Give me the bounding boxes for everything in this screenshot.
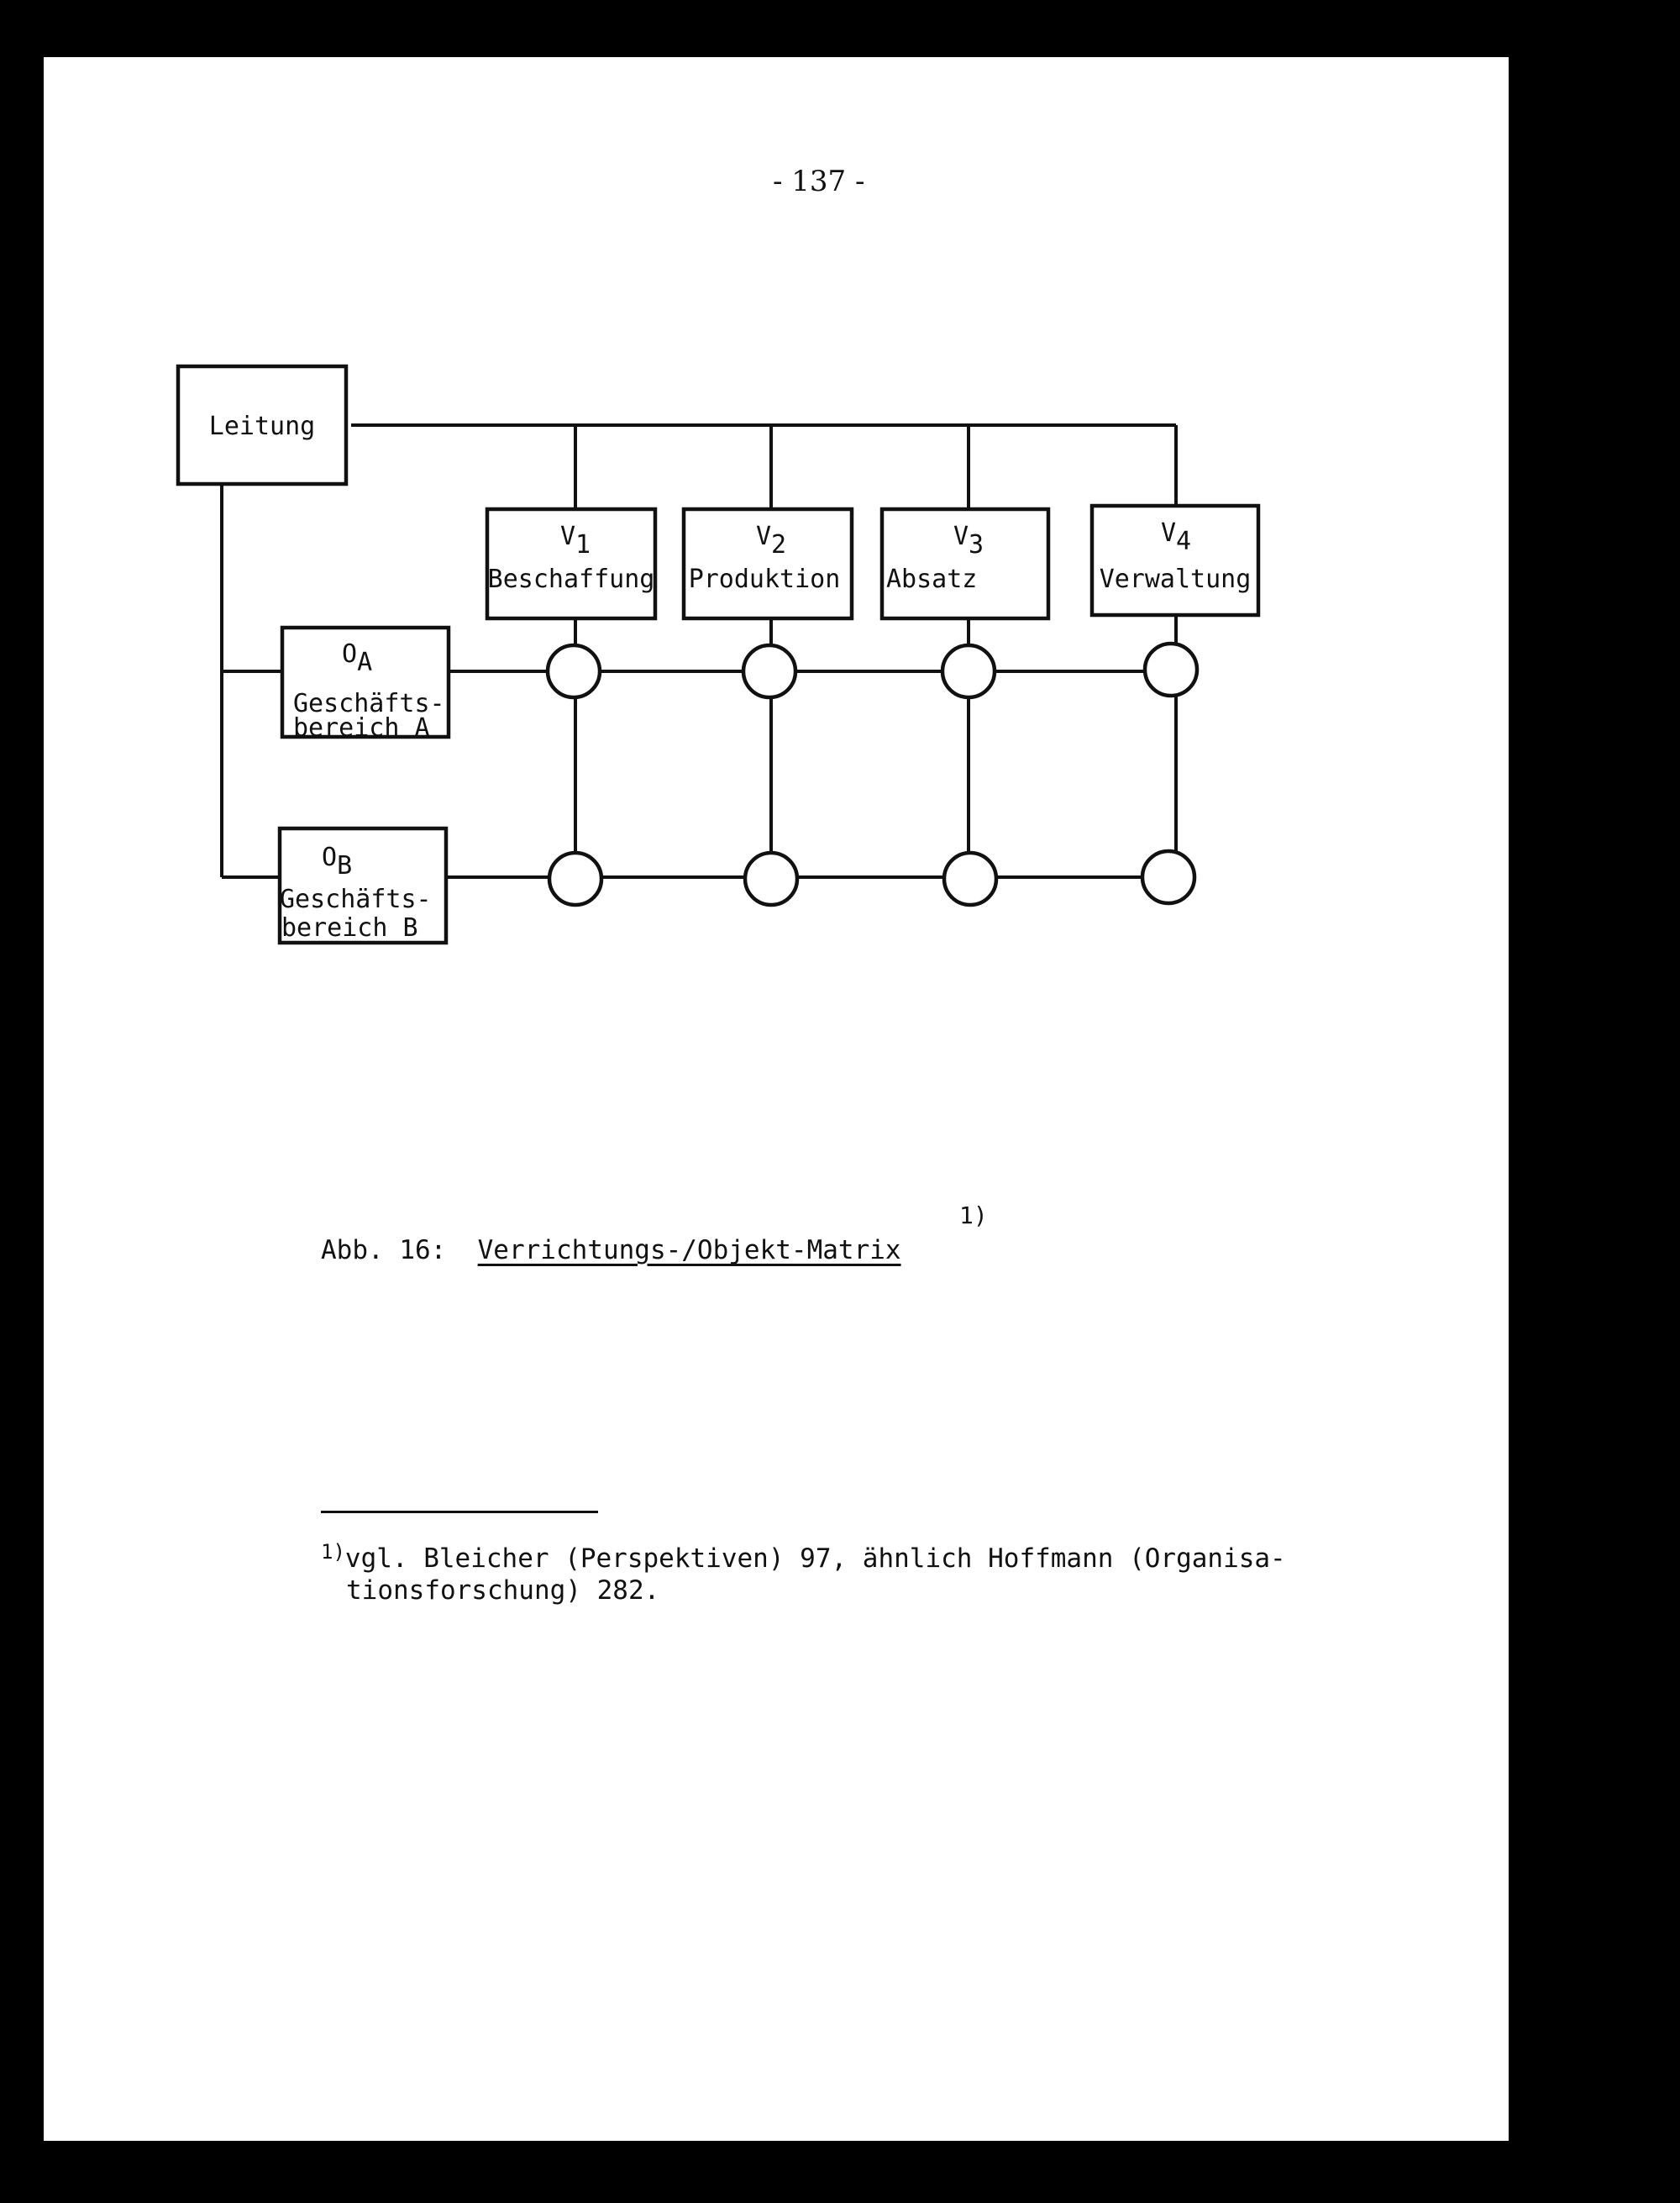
footnote xyxy=(321,1536,1455,1606)
matrix-nodes xyxy=(548,644,1197,905)
figure-caption xyxy=(321,1235,901,1265)
function-symbol: V xyxy=(953,522,969,551)
object-box-ob xyxy=(280,828,446,943)
matrix-node-b4 xyxy=(1142,851,1194,903)
matrix-node-a4 xyxy=(1145,644,1197,696)
organization-matrix-diagram xyxy=(44,57,1509,1183)
caption-prefix: Abb. 16: xyxy=(321,1235,478,1265)
function-index: 4 xyxy=(1176,527,1192,556)
function-label: Verwaltung xyxy=(1099,565,1252,594)
function-box-v4 xyxy=(1092,506,1258,615)
function-symbol: V xyxy=(1160,518,1176,548)
leitung-label: Leitung xyxy=(208,412,316,441)
function-index: 1 xyxy=(575,530,591,560)
object-label-line1: Geschäfts- xyxy=(293,689,445,718)
function-box-v3 xyxy=(882,509,1048,618)
caption-footnote-ref: 1) xyxy=(959,1201,988,1229)
function-index: 3 xyxy=(969,530,984,560)
object-index: B xyxy=(337,851,353,881)
function-label: Produktion xyxy=(688,565,841,594)
function-label: Beschaffung xyxy=(487,565,655,594)
matrix-node-b3 xyxy=(944,853,996,905)
function-symbol: V xyxy=(755,522,771,551)
caption-title: Verrichtungs-/Objekt-Matrix xyxy=(477,1235,901,1265)
page-number: - 137 - xyxy=(773,165,865,198)
footnote-marker: 1) xyxy=(321,1540,345,1564)
object-label-line1: Geschäfts- xyxy=(280,885,432,914)
function-symbol: V xyxy=(559,522,575,551)
object-box-oa xyxy=(282,628,449,743)
function-box-v2 xyxy=(684,509,852,618)
leitung-box xyxy=(178,366,346,484)
scanned-page xyxy=(44,57,1509,2141)
object-symbol: O xyxy=(322,843,338,872)
matrix-node-a2 xyxy=(743,645,795,697)
function-label: Absatz xyxy=(886,565,978,594)
footnote-line2: tionsforschung) 282. xyxy=(346,1575,660,1606)
matrix-node-a3 xyxy=(942,645,995,697)
matrix-node-b2 xyxy=(745,853,797,905)
matrix-node-b1 xyxy=(549,853,601,905)
footnote-divider xyxy=(321,1511,598,1513)
matrix-node-a1 xyxy=(548,645,600,697)
object-symbol: O xyxy=(342,639,358,669)
function-box-v1 xyxy=(487,509,655,618)
object-label-line2: bereich B xyxy=(281,913,418,943)
footnote-line1: vgl. Bleicher (Perspektiven) 97, ähnlich Hoffmann (Organisa- xyxy=(344,1543,1286,1574)
function-index: 2 xyxy=(771,530,787,560)
object-index: A xyxy=(357,648,373,677)
object-label-line2: bereich A xyxy=(293,713,430,743)
